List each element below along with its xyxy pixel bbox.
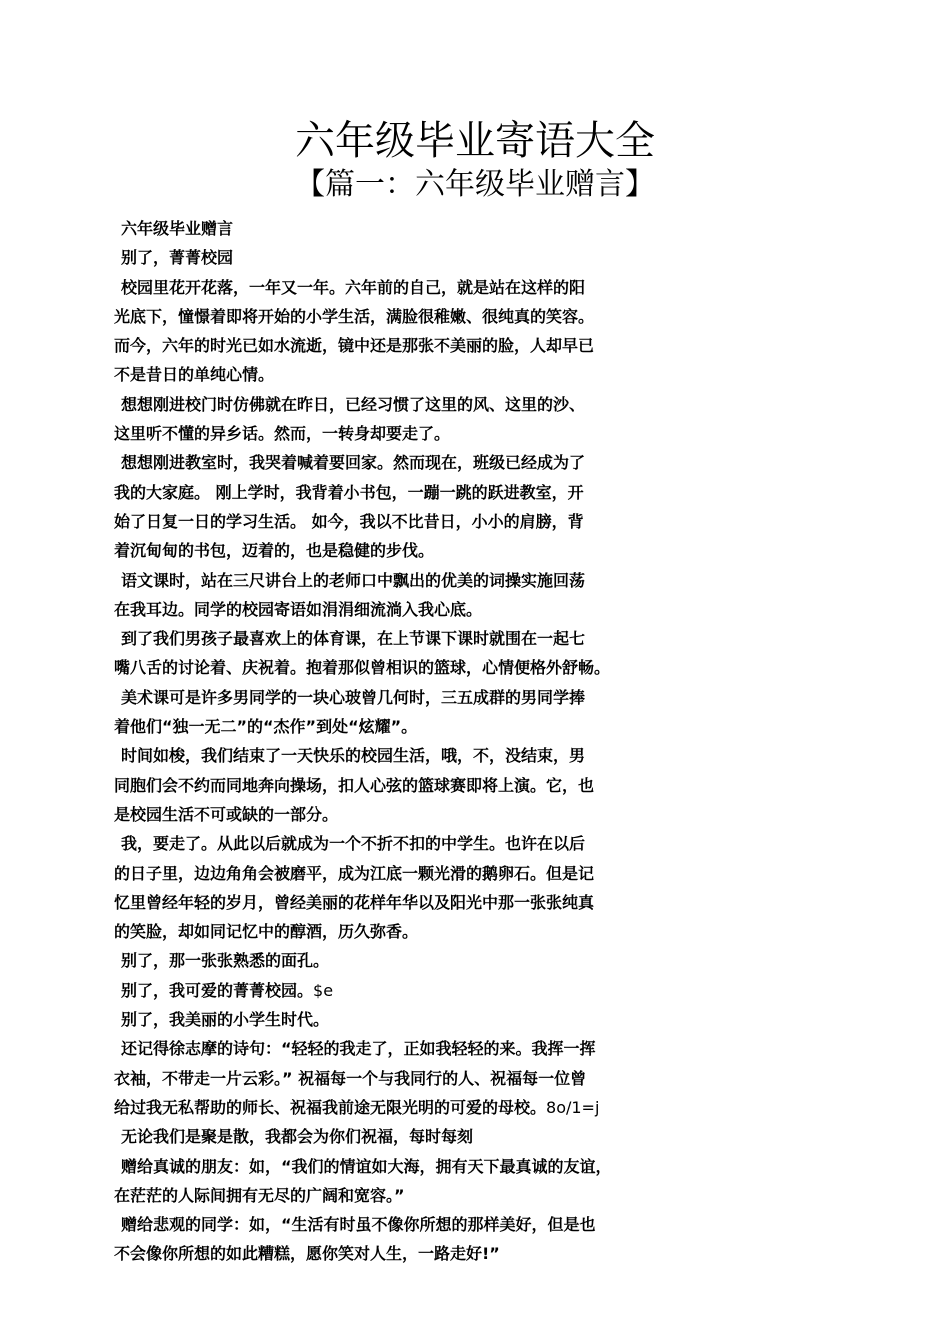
body-line-text: 六年级毕业赠言 [121,219,234,238]
body-line [114,888,854,917]
body-line-text: 忆里曾经年轻的岁月，曾经美丽的花样年华以及阳光中那一张张纯真 [114,892,595,912]
body-line-text: 是校园生活不可或缺的一部分。 [114,804,339,824]
body-line [114,1181,854,1210]
body-line [114,1034,854,1063]
body-line [114,624,854,653]
body-line-text: 想想刚进教室时，我哭着喊着要回家。然而现在，班级已经成为了 [121,453,586,473]
body-line-text: 的笑脸，却如同记忆中的醇酒，历久弥香。 [114,922,419,942]
body-line-text: 我，要走了。从此以后就成为一个不折不扣的中学生。也许在以后 [121,834,586,854]
body-line-text: 赠给真诚的朋友：如，“我们的情谊如大海，拥有天下最真诚的友谊， [121,1156,612,1176]
body-line-text: 别了，那一张张熟悉的面孔。 [121,951,330,971]
body-line-text: 在茫茫的人际间拥有无尽的广阔和宽容。” [114,1185,405,1205]
body-line-text: 不会像你所想的如此糟糕，愿你笑对人生，一路走好!” [114,1244,500,1264]
body-line [114,683,854,712]
body-line [114,1152,854,1181]
body-line [114,1093,854,1122]
body-line-suffix: $e [313,980,334,1000]
body-line-text: 赠给悲观的同学：如，“生活有时虽不像你所想的那样美好，但是也 [121,1215,596,1235]
body-line [114,1239,854,1268]
body-line [114,507,854,536]
body-line [114,243,854,272]
body-line [114,419,854,448]
body-line-text: 的日子里，边边角角会被磨平，成为江底一颗光滑的鹅卵石。但是记 [114,863,595,883]
body-line [114,478,854,507]
body-line [114,771,854,800]
body-line [114,448,854,477]
body-line-text: 别了，我可爱的菁菁校园。 [121,980,314,1000]
body-line-text: 衣袖，不带走一片云彩。” 祝福每一个与我同行的人、祝福每一位曾 [114,1068,587,1088]
body-line [114,829,854,858]
body-line [114,1005,854,1034]
body-line-suffix: 8o/1=j [546,1097,600,1117]
body-line-text: 不是昔日的单纯心情。 [114,365,275,385]
body-line-text: 给过我无私帮助的师长、祝福我前途无限光明的可爱的母校。 [114,1097,547,1117]
body-line [114,360,854,389]
body-line [114,595,854,624]
body-line-text: 无论我们是聚是散，我都会为你们祝福，每时每刻 [121,1127,474,1147]
document-subtitle: 【篇一：六年级毕业赠言】 [295,167,655,202]
body-line [114,390,854,419]
body-line-text: 着他们“独一无二”的“杰作”到处“炫耀”。 [114,717,418,737]
body-line [114,859,854,888]
body-line-text: 别了，我美丽的小学生时代。 [121,1010,330,1030]
body-line [114,214,854,243]
body-line [114,917,854,946]
body-line-text: 校园里花开花落，一年又一年。六年前的自己，就是站在这样的阳 [121,277,586,297]
body-line [114,536,854,565]
body-line-text: 在我耳边。同学的校园寄语如涓涓细流淌入我心底。 [114,599,483,619]
body-line [114,302,854,331]
body-line [114,976,854,1005]
body-line-text: 到了我们男孩子最喜欢上的体育课，在上节课下课时就围在一起七 [121,629,586,649]
body-line-text: 着沉甸甸的书包，迈着的，也是稳健的步伐。 [114,541,435,561]
body-line [114,800,854,829]
body-line [114,712,854,741]
body-line-text: 同胞们会不约而同地奔向操场，扣人心弦的篮球赛即将上演。它，也 [114,775,595,795]
body-line-text: 嘴八舌的讨论着、庆祝着。抱着那似曾相识的篮球，心情便格外舒畅。 [114,658,611,678]
body-line-text: 语文课时，站在三尺讲台上的老师口中飘出的优美的词操实施回荡 [121,570,586,590]
body-line-text: 这里听不懂的异乡话。然而，一转身却要走了。 [114,424,451,444]
body-line [114,946,854,975]
document-title: 六年级毕业寄语大全 [295,118,655,164]
body-line-text: 美术课可是许多男同学的一块心玻曾几何时，三五成群的男同学捧 [121,687,586,707]
body-line-text: 还记得徐志摩的诗句：“轻轻的我走了，正如我轻轻的来。我挥一挥 [121,1039,596,1059]
body-line [114,566,854,595]
body-line-text: 而今，六年的时光已如水流逝，镜中还是那张不美丽的脸，人却早已 [114,336,595,356]
body-line-text: 想想刚进校门时仿佛就在昨日，已经习惯了这里的风、这里的沙、 [121,394,586,414]
body-line [114,1122,854,1151]
body-line-text: 别了，菁菁校园 [121,248,234,268]
body-line [114,1210,854,1239]
body-line [114,1064,854,1093]
body-line-text: 时间如梭，我们结束了一天快乐的校园生活，哦，不，没结束，男 [121,746,586,766]
document-body [114,214,854,1269]
body-line [114,273,854,302]
body-line-text: 光底下，憧憬着即将开始的小学生活，满脸很稚嫩、很纯真的笑容。 [114,306,595,326]
body-line-text: 我的大家庭。 刚上学时，我背着小书包，一蹦一跳的跃进教室，开 [114,482,584,502]
body-line-text: 始了日复一日的学习生活。 如今，我以不比昔日，小小的肩膀，背 [114,511,584,531]
body-line [114,741,854,770]
body-line [114,653,854,682]
body-line [114,331,854,360]
